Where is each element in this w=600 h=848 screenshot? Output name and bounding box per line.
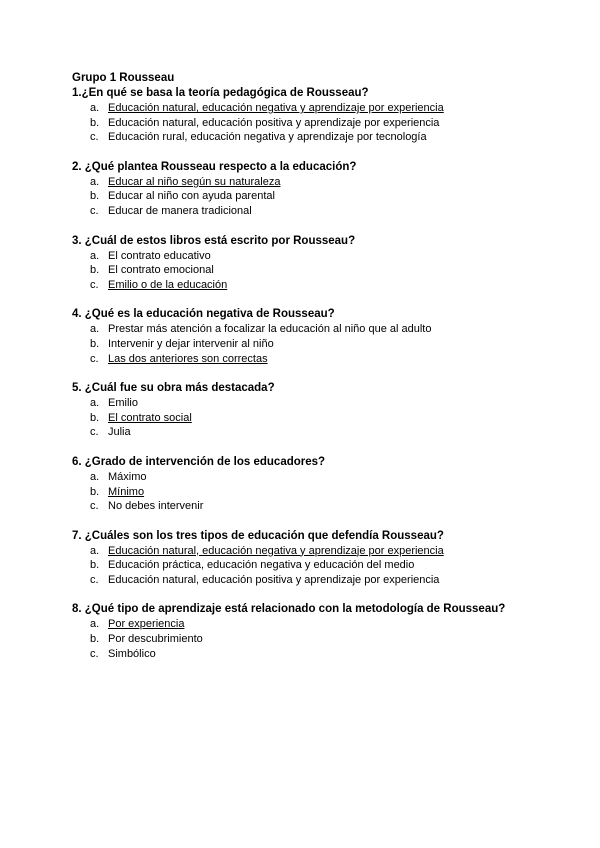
option-letter: a. [90, 618, 100, 631]
question-block [72, 381, 542, 440]
question-title: 3. ¿Cuál de estos libros está escrito por Rousseau? [72, 234, 356, 247]
option-text: Por descubrimiento [108, 633, 203, 646]
option-letter: a. [90, 323, 100, 336]
correct-answer-text: Educación natural, educación negativa y aprendizaje por experiencia [108, 102, 444, 114]
option-letter: a. [90, 175, 100, 188]
options-list [72, 175, 542, 219]
option-text: No debes intervenir [108, 500, 204, 513]
option-letter: c. [90, 131, 99, 144]
question-title: 1.¿En qué se basa la teoría pedagógica de Rousseau? [72, 87, 369, 99]
option-text: Educación práctica, educación negativa y educación del medio [108, 559, 415, 572]
options-list [72, 249, 542, 293]
question-block [72, 529, 542, 588]
option-letter: c. [90, 647, 99, 660]
options-list [72, 617, 542, 661]
option-text: Educación natural, educación positiva y aprendizaje por experiencia [108, 116, 440, 129]
options-list [72, 322, 542, 366]
document-body [72, 71, 542, 676]
question-block [72, 307, 542, 366]
option-letter: c. [90, 204, 99, 217]
option-letter: b. [90, 633, 100, 646]
option-letter: b. [90, 559, 100, 572]
option-letter: c. [90, 426, 99, 439]
option-text: Máximo [108, 470, 147, 483]
option-letter: b. [90, 485, 100, 498]
correct-answer-text: Mínimo [108, 485, 145, 498]
option-letter: b. [90, 264, 100, 277]
answer-option [72, 101, 542, 116]
options-list [72, 101, 542, 145]
answer-option [72, 573, 542, 588]
option-letter: c. [90, 352, 99, 365]
correct-answer-text: Las dos anteriores son correctas [108, 352, 268, 365]
answer-option [72, 204, 542, 219]
answer-option [72, 396, 542, 411]
answer-option [72, 632, 542, 647]
correct-answer-text: Por experiencia [108, 618, 185, 631]
answer-option [72, 411, 542, 426]
option-letter: c. [90, 278, 99, 291]
answer-option [72, 337, 542, 352]
option-text: Julia [108, 426, 131, 439]
question-block [72, 234, 542, 293]
answer-option [72, 485, 542, 500]
answer-option [72, 558, 542, 573]
option-letter: b. [90, 190, 100, 203]
answer-option [72, 352, 542, 367]
answer-option [72, 130, 542, 145]
answer-option [72, 249, 542, 264]
question-title: 8. ¿Qué tipo de aprendizaje está relacionado con la metodología de Rousseau? [72, 603, 506, 616]
question-title: 4. ¿Qué es la educación negativa de Rousseau? [72, 308, 335, 321]
option-letter: a. [90, 470, 100, 483]
answer-option [72, 499, 542, 514]
question-title: 5. ¿Cuál fue su obra más destacada? [72, 382, 275, 395]
answer-option [72, 647, 542, 662]
correct-answer-text: Educar al niño según su naturaleza [108, 175, 281, 188]
question-list [72, 86, 542, 661]
question-block [72, 160, 542, 219]
question-block [72, 602, 542, 661]
option-text: Intervenir y dejar intervenir al niño [108, 337, 274, 350]
option-letter: a. [90, 249, 100, 262]
options-list [72, 544, 542, 588]
answer-option [72, 116, 542, 131]
answer-option [72, 617, 542, 632]
answer-option [72, 263, 542, 278]
option-text: Prestar más atención a focalizar la educación al niño que al adulto [108, 323, 432, 336]
option-letter: c. [90, 573, 99, 586]
question-title: 7. ¿Cuáles son los tres tipos de educación que defendía Rousseau? [72, 529, 444, 542]
options-list [72, 470, 542, 514]
option-letter: a. [90, 397, 100, 410]
option-text: Educación natural, educación positiva y aprendizaje por experiencia [108, 573, 440, 586]
question-title: 6. ¿Grado de intervención de los educadores? [72, 455, 326, 468]
option-text: Educar al niño con ayuda parental [108, 190, 275, 203]
group-title: Grupo 1 Rousseau [72, 72, 175, 84]
correct-answer-text: El contrato social [108, 411, 192, 424]
option-text: Emilio [108, 397, 138, 410]
option-text: El contrato emocional [108, 264, 214, 277]
option-letter: a. [90, 102, 100, 114]
answer-option [72, 189, 542, 204]
option-text: Educación rural, educación negativa y aprendizaje por tecnología [108, 131, 427, 144]
answer-option [72, 425, 542, 440]
option-text: Simbólico [108, 647, 156, 660]
correct-answer-text: Educación natural, educación negativa y aprendizaje por experiencia [108, 544, 444, 557]
option-letter: b. [90, 116, 100, 129]
answer-option [72, 175, 542, 190]
options-list [72, 396, 542, 440]
answer-option [72, 544, 542, 559]
answer-option [72, 470, 542, 485]
answer-option [72, 322, 542, 337]
option-letter: a. [90, 544, 100, 557]
correct-answer-text: Emilio o de la educación [108, 278, 228, 291]
option-letter: b. [90, 411, 100, 424]
option-letter: c. [90, 500, 99, 513]
question-title: 2. ¿Qué plantea Rousseau respecto a la educación? [72, 160, 357, 173]
answer-option [72, 278, 542, 293]
option-letter: b. [90, 337, 100, 350]
question-block [72, 455, 542, 514]
question-block [72, 86, 542, 145]
option-text: Educar de manera tradicional [108, 204, 252, 217]
option-text: El contrato educativo [108, 249, 211, 262]
